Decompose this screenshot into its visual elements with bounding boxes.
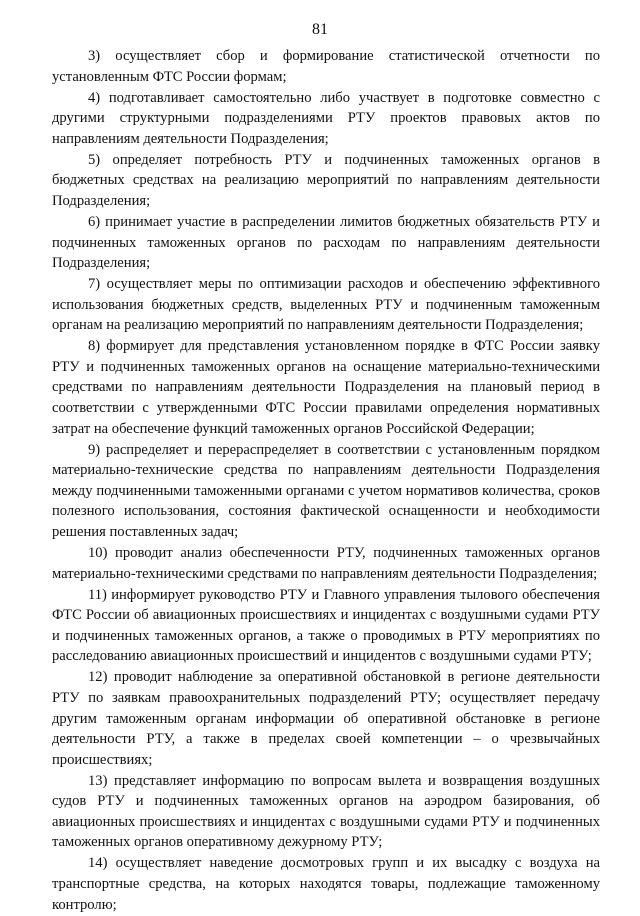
paragraph-item-13: 13) представляет информацию по вопросам вылета и возвращения воздушных судов РТУ и подчиненных таможенных органов на аэродром базирования, об авиационных происшествиях и инцидентах с воздушными судами РТУ и подчиненных таможенных органов оперативному дежурному РТУ; (52, 772, 600, 851)
paragraph-item-3: 3) осуществляет сбор и формирование статистической отчетности по установленным ФТС России формам; (52, 48, 600, 85)
paragraph-item-11: 11) информирует руководство РТУ и Главного управления тылового обеспечения ФТС России об авиационных происшествиях и инцидентах с воздушными судами РТУ и подчиненных таможенных органов, а также о проводимых в РТУ мероприятиях по расследованию авиационных происшествий и инцидентов с воздушными судами РТУ; (52, 586, 600, 665)
document-body (52, 46, 600, 916)
paragraph-item-8: 8) формирует для представления установленном порядке в ФТС России заявку РТУ и подчиненных таможенных органов на оснащение материально-техническими средствами по направлениям деятельности Подразделения на плановый период в соответствии с утвержденными ФТС России правилами определения нормативных затрат на обеспечение функций таможенных органов Российской Федерации; (52, 338, 600, 437)
paragraph-item-14: 14) осуществляет наведение досмотровых групп и их высадку с воздуха на транспортные средства, на которых находятся товары, подлежащие таможенному контролю; (52, 855, 600, 913)
paragraph-item-7: 7) осуществляет меры по оптимизации расходов и обеспечению эффективного использования бюджетных средств, выделенных РТУ и подчиненным таможенным органам на реализацию мероприятий по направлениям деятельности Подразделения; (52, 276, 600, 334)
paragraph-item-10: 10) проводит анализ обеспеченности РТУ, подчиненных таможенных органов материально-техническими средствами по направлениям деятельности Подразделения; (52, 544, 600, 582)
paragraph-item-12: 12) проводит наблюдение за оперативной обстановкой в регионе деятельности РТУ по заявкам правоохранительных подразделений РТУ; осуществляет передачу другим таможенным органам информации об оперативной обстановке в регионе деятельности РТУ, а также в пределах своей компетенции – о чрезвычайных происшествиях; (52, 669, 600, 768)
paragraph-item-9: 9) распределяет и перераспределяет в соответствии с установленным порядком материально-технические средства по направлениям деятельности Подразделения между подчиненными таможенными органами с учетом нормативов количества, сроков полезного использования, состояния фактической оснащенности и необходимости решения поставленных задач; (52, 441, 600, 540)
paragraph-item-5: 5) определяет потребность РТУ и подчиненных таможенных органов в бюджетных средствах на реализацию мероприятий по направлениям деятельности Подразделения; (52, 151, 600, 209)
paragraph-item-4: 4) подготавливает самостоятельно либо участвует в подготовке совместно с другими структурными подразделениями РТУ проектов правовых актов по направлениям деятельности Подразделения; (52, 89, 600, 147)
paragraph-item-6: 6) принимает участие в распределении лимитов бюджетных обязательств РТУ и подчиненных таможенных органов по расходам по направлениям деятельности Подразделения; (52, 213, 600, 272)
page-number: 81 (312, 21, 328, 38)
